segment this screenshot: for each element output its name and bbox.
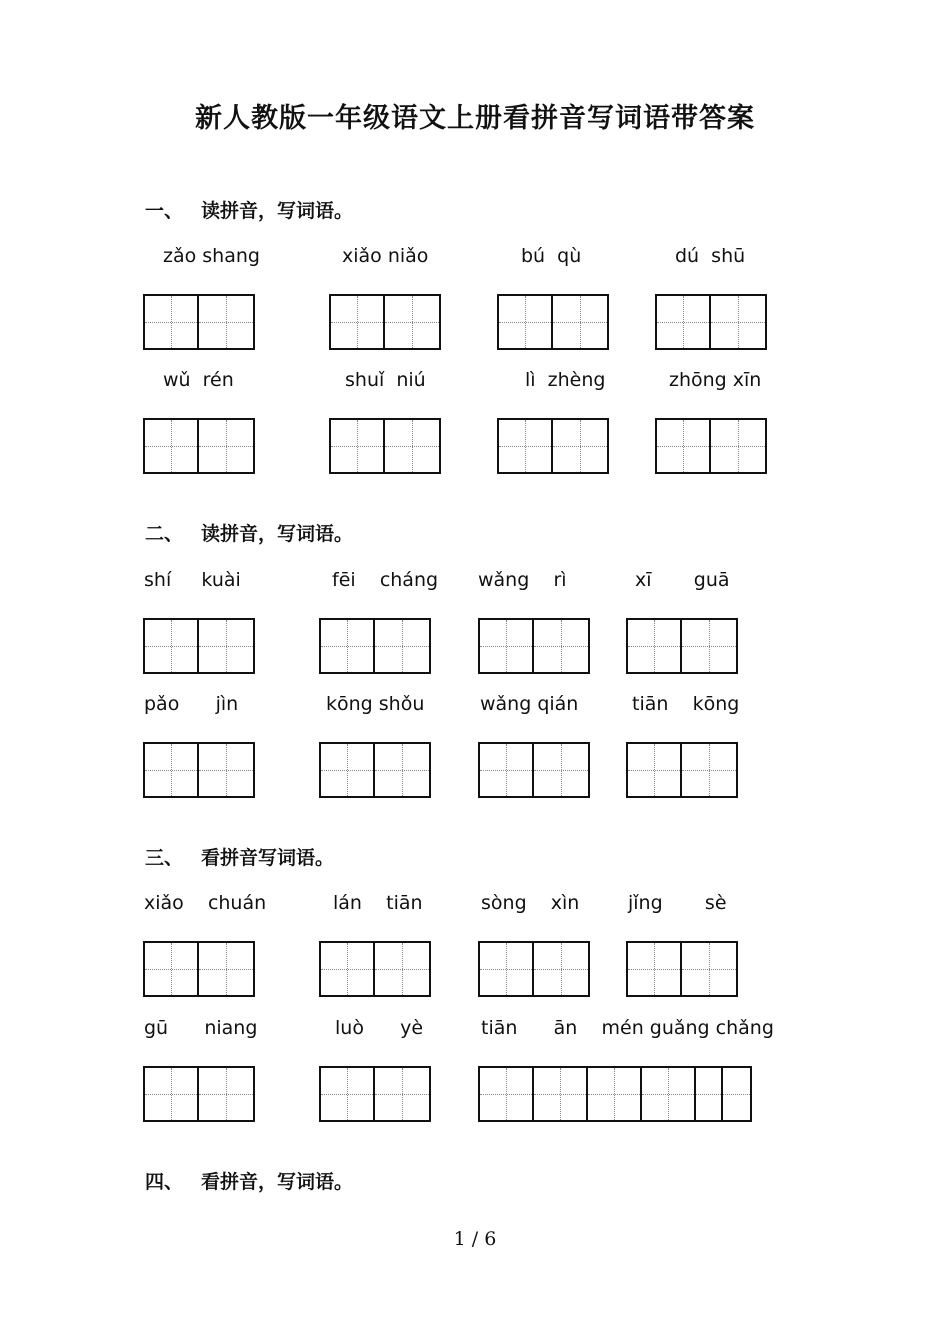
writing-grid[interactable]	[319, 941, 431, 997]
grid-cell[interactable]	[499, 420, 553, 472]
writing-grid[interactable]	[319, 742, 431, 798]
grid-cell[interactable]	[480, 620, 534, 672]
grid-cell[interactable]	[534, 744, 588, 796]
grid-cell[interactable]	[711, 296, 765, 348]
pinyin: tiān ān mén guǎng chǎng	[481, 1017, 774, 1039]
section-heading-4: 四、 看拼音，写词语。	[145, 1171, 354, 1193]
grid-cell[interactable]	[375, 620, 429, 672]
pinyin: wǎng qián	[480, 693, 579, 715]
writing-grid[interactable]	[319, 618, 431, 674]
grid-cell[interactable]	[553, 296, 607, 348]
grid-cell[interactable]	[642, 1068, 696, 1120]
pinyin: lán tiān	[333, 892, 423, 914]
section-heading-1: 一、 读拼音，写词语。	[145, 200, 354, 222]
pinyin: gū niang	[144, 1017, 258, 1039]
grid-cell[interactable]	[199, 620, 253, 672]
grid-cell[interactable]	[321, 943, 375, 995]
writing-grid[interactable]	[497, 418, 609, 474]
grid-cell[interactable]	[199, 420, 253, 472]
grid-cell[interactable]	[682, 744, 736, 796]
pinyin: xī guā	[635, 569, 730, 591]
pinyin: tiān kōng	[632, 693, 740, 715]
grid-cell[interactable]	[553, 420, 607, 472]
writing-grid[interactable]	[497, 294, 609, 350]
pinyin: sòng xìn	[481, 892, 580, 914]
grid-cell[interactable]	[331, 296, 385, 348]
writing-grid[interactable]	[143, 742, 255, 798]
pinyin: shí kuài	[144, 569, 241, 591]
writing-grid[interactable]	[655, 418, 767, 474]
pinyin: luò yè	[335, 1017, 424, 1039]
grid-cell[interactable]	[199, 296, 253, 348]
grid-cell[interactable]	[534, 620, 588, 672]
writing-grid-long[interactable]	[478, 1066, 752, 1122]
grid-cell[interactable]	[682, 943, 736, 995]
grid-cell[interactable]	[199, 943, 253, 995]
grid-cell[interactable]	[199, 1068, 253, 1120]
grid-cell[interactable]	[145, 420, 199, 472]
grid-cell[interactable]	[375, 744, 429, 796]
grid-cell[interactable]	[711, 420, 765, 472]
writing-grid[interactable]	[626, 618, 738, 674]
pinyin: lì zhèng	[525, 369, 606, 391]
grid-cell[interactable]	[534, 943, 588, 995]
grid-cell[interactable]	[480, 1068, 534, 1120]
writing-grid[interactable]	[478, 742, 590, 798]
pinyin: bú qù	[521, 245, 582, 267]
grid-cell[interactable]	[321, 620, 375, 672]
pinyin: zhōng xīn	[669, 369, 762, 391]
grid-cell[interactable]	[331, 420, 385, 472]
writing-grid[interactable]	[143, 1066, 255, 1122]
grid-cell[interactable]	[480, 943, 534, 995]
grid-cell[interactable]	[145, 1068, 199, 1120]
writing-grid[interactable]	[329, 418, 441, 474]
grid-cell[interactable]	[375, 1068, 429, 1120]
grid-cell[interactable]	[588, 1068, 642, 1120]
writing-grid[interactable]	[143, 294, 255, 350]
pinyin: kōng shǒu	[326, 693, 425, 715]
grid-cell[interactable]	[480, 744, 534, 796]
grid-cell[interactable]	[375, 943, 429, 995]
writing-grid[interactable]	[319, 1066, 431, 1122]
grid-cell[interactable]	[723, 1068, 750, 1120]
grid-cell[interactable]	[321, 1068, 375, 1120]
writing-grid[interactable]	[329, 294, 441, 350]
section-heading-3: 三、 看拼音写词语。	[145, 847, 335, 869]
grid-cell[interactable]	[499, 296, 553, 348]
writing-grid[interactable]	[143, 618, 255, 674]
grid-cell[interactable]	[199, 744, 253, 796]
writing-grid[interactable]	[626, 742, 738, 798]
pinyin: xiǎo niǎo	[342, 245, 429, 267]
pinyin: zǎo shang	[163, 245, 260, 267]
pinyin: jǐng sè	[628, 892, 727, 914]
pinyin: dú shū	[675, 245, 746, 267]
grid-cell[interactable]	[682, 620, 736, 672]
pinyin: shuǐ niú	[345, 369, 426, 391]
writing-grid[interactable]	[478, 941, 590, 997]
grid-cell[interactable]	[385, 296, 439, 348]
grid-cell[interactable]	[657, 420, 711, 472]
page-number: 1 / 6	[453, 1228, 497, 1250]
grid-cell[interactable]	[145, 296, 199, 348]
grid-cell[interactable]	[385, 420, 439, 472]
writing-grid[interactable]	[143, 418, 255, 474]
grid-cell[interactable]	[145, 744, 199, 796]
grid-cell[interactable]	[145, 620, 199, 672]
grid-cell[interactable]	[628, 943, 682, 995]
section-heading-2: 二、 读拼音，写词语。	[145, 523, 354, 545]
grid-cell[interactable]	[321, 744, 375, 796]
writing-grid[interactable]	[478, 618, 590, 674]
grid-cell[interactable]	[145, 943, 199, 995]
pinyin: xiǎo chuán	[144, 892, 267, 914]
pinyin: fēi cháng	[332, 569, 439, 591]
writing-grid[interactable]	[143, 941, 255, 997]
grid-cell[interactable]	[534, 1068, 588, 1120]
grid-cell[interactable]	[657, 296, 711, 348]
pinyin: pǎo jìn	[144, 693, 239, 715]
writing-grid[interactable]	[655, 294, 767, 350]
grid-cell[interactable]	[696, 1068, 723, 1120]
page-title: 新人教版一年级语文上册看拼音写词语带答案	[195, 103, 755, 134]
pinyin: wǎng rì	[478, 569, 567, 591]
grid-cell[interactable]	[628, 744, 682, 796]
grid-cell[interactable]	[628, 620, 682, 672]
pinyin: wǔ rén	[163, 369, 234, 391]
writing-grid[interactable]	[626, 941, 738, 997]
